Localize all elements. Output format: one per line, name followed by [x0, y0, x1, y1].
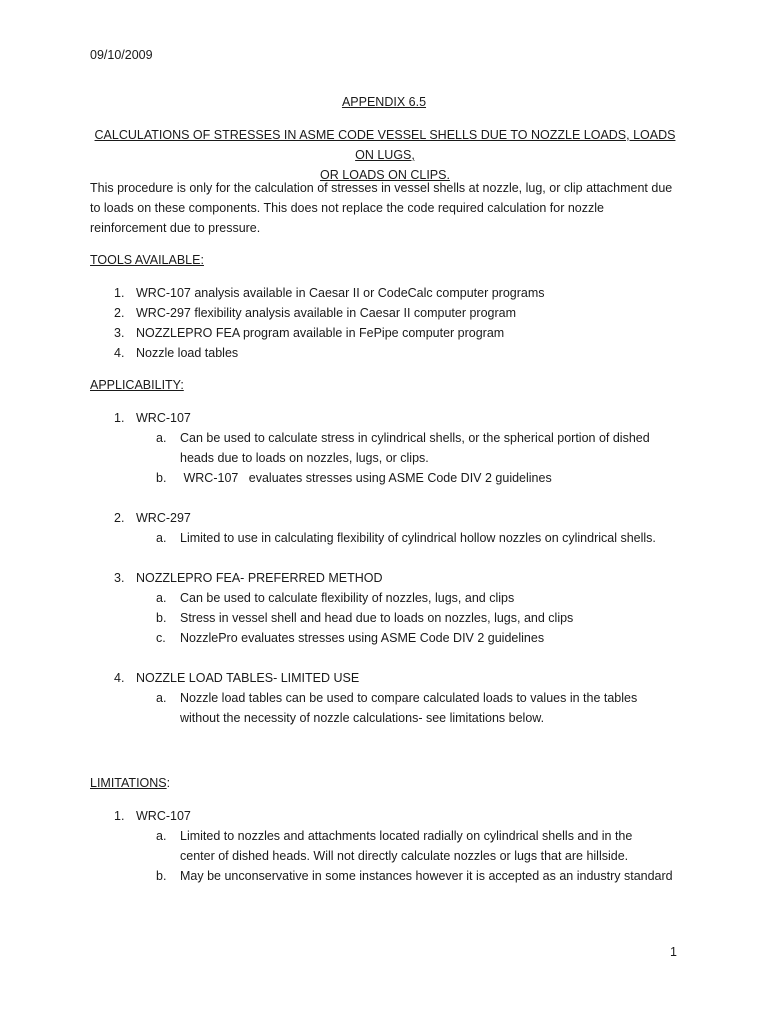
sub-item-label: a. [156, 691, 167, 705]
list-item-text: Nozzle load tables [136, 346, 239, 360]
appendix-heading: APPENDIX 6.5 [341, 95, 427, 109]
sub-item-text: without the necessity of nozzle calculations- see limitations below. [180, 711, 545, 725]
list-item [90, 668, 690, 688]
list-item-text: NOZZLE LOAD TABLES- LIMITED USE [136, 671, 360, 685]
list-number: 2. [114, 306, 125, 320]
sub-item [90, 528, 690, 548]
list-item [90, 323, 690, 343]
document-date: 09/10/2009 [90, 48, 153, 62]
limitations-list [90, 806, 690, 886]
sub-item [90, 608, 690, 628]
applicability-list [90, 408, 690, 728]
list-number: 1. [114, 809, 125, 823]
sub-item [90, 428, 690, 468]
list-number: 1. [114, 286, 125, 300]
applicability-heading: APPLICABILITY: [90, 378, 184, 392]
list-item-text: WRC-107 analysis available in Caesar II or CodeCalc computer programs [136, 286, 545, 300]
sub-item-text: Can be used to calculate flexibility of nozzles, lugs, and clips [180, 591, 515, 605]
list-item-text: WRC-297 flexibility analysis available in Caesar II computer program [136, 306, 517, 320]
sub-item-text: WRC-107 evaluates stresses using ASME Code DIV 2 guidelines [180, 471, 552, 485]
intro-line: to loads on these components. This does not replace the code required calculation for nozzle [90, 201, 604, 215]
list-item-text: WRC-107 [136, 411, 191, 425]
sub-item-text: Limited to nozzles and attachments located radially on cylindrical shells and in the [180, 829, 633, 843]
intro-line: This procedure is only for the calculation of stresses in vessel shells at nozzle, lug, or clip attachment due [90, 181, 673, 195]
list-item-text: NOZZLEPRO FEA- PREFERRED METHOD [136, 571, 383, 585]
sub-item-label: c. [156, 631, 166, 645]
sub-item-text: Can be used to calculate stress in cylindrical shells, or the spherical portion of dished [180, 431, 650, 445]
list-number: 1. [114, 411, 125, 425]
sub-item-label: b. [156, 471, 167, 485]
sub-item-text: NozzlePro evaluates stresses using ASME Code DIV 2 guidelines [180, 631, 545, 645]
limitations-heading [90, 773, 170, 793]
limitations-heading-colon: : [166, 776, 171, 790]
tools-heading: TOOLS AVAILABLE: [90, 253, 204, 267]
sub-item [90, 628, 690, 648]
intro-line: reinforcement due to pressure. [90, 221, 261, 235]
intro-paragraph [90, 178, 690, 238]
list-item-text: NOZZLEPRO FEA program available in FePipe computer program [136, 326, 505, 340]
limitations-heading-text: LIMITATIONS [90, 776, 167, 790]
list-item [90, 508, 690, 528]
sub-item-text: May be unconservative in some instances however it is accepted as an industry standard [180, 869, 673, 883]
list-item [90, 806, 690, 826]
sub-item-label: a. [156, 531, 167, 545]
sub-item-label: a. [156, 591, 167, 605]
sub-item [90, 688, 690, 728]
sub-item-text: heads due to loads on nozzles, lugs, or clips. [180, 451, 429, 465]
list-number: 4. [114, 346, 125, 360]
sub-item-text: center of dished heads. Will not directly calculate nozzles or lugs that are hillside. [180, 849, 629, 863]
sub-item-label: a. [156, 829, 167, 843]
list-item-text: WRC-107 [136, 809, 191, 823]
list-number: 2. [114, 511, 125, 525]
sub-item [90, 588, 690, 608]
document-title [90, 125, 680, 185]
sub-item-label: b. [156, 611, 167, 625]
sub-item-label: a. [156, 431, 167, 445]
list-item [90, 568, 690, 588]
sub-item [90, 826, 690, 866]
page-number: 1 [670, 945, 677, 959]
sub-item-label: b. [156, 869, 167, 883]
list-number: 4. [114, 671, 125, 685]
sub-item-text: Stress in vessel shell and head due to loads on nozzles, lugs, and clips [180, 611, 574, 625]
list-item [90, 343, 690, 363]
list-item [90, 283, 690, 303]
list-number: 3. [114, 326, 125, 340]
sub-item-text: Limited to use in calculating flexibility of cylindrical hollow nozzles on cylindrical shells. [180, 531, 656, 545]
list-item [90, 408, 690, 428]
list-item [90, 303, 690, 323]
title-line-2: OR LOADS ON CLIPS. [320, 168, 450, 182]
sub-item-text: Nozzle load tables can be used to compare calculated loads to values in the tables [180, 691, 638, 705]
title-line-1: CALCULATIONS OF STRESSES IN ASME CODE VESSEL SHELLS DUE TO NOZZLE LOADS, LOADS ON LUGS, [94, 128, 676, 162]
list-item-text: WRC-297 [136, 511, 191, 525]
list-number: 3. [114, 571, 125, 585]
sub-item [90, 866, 690, 886]
sub-item [90, 468, 690, 488]
tools-list [90, 283, 690, 363]
